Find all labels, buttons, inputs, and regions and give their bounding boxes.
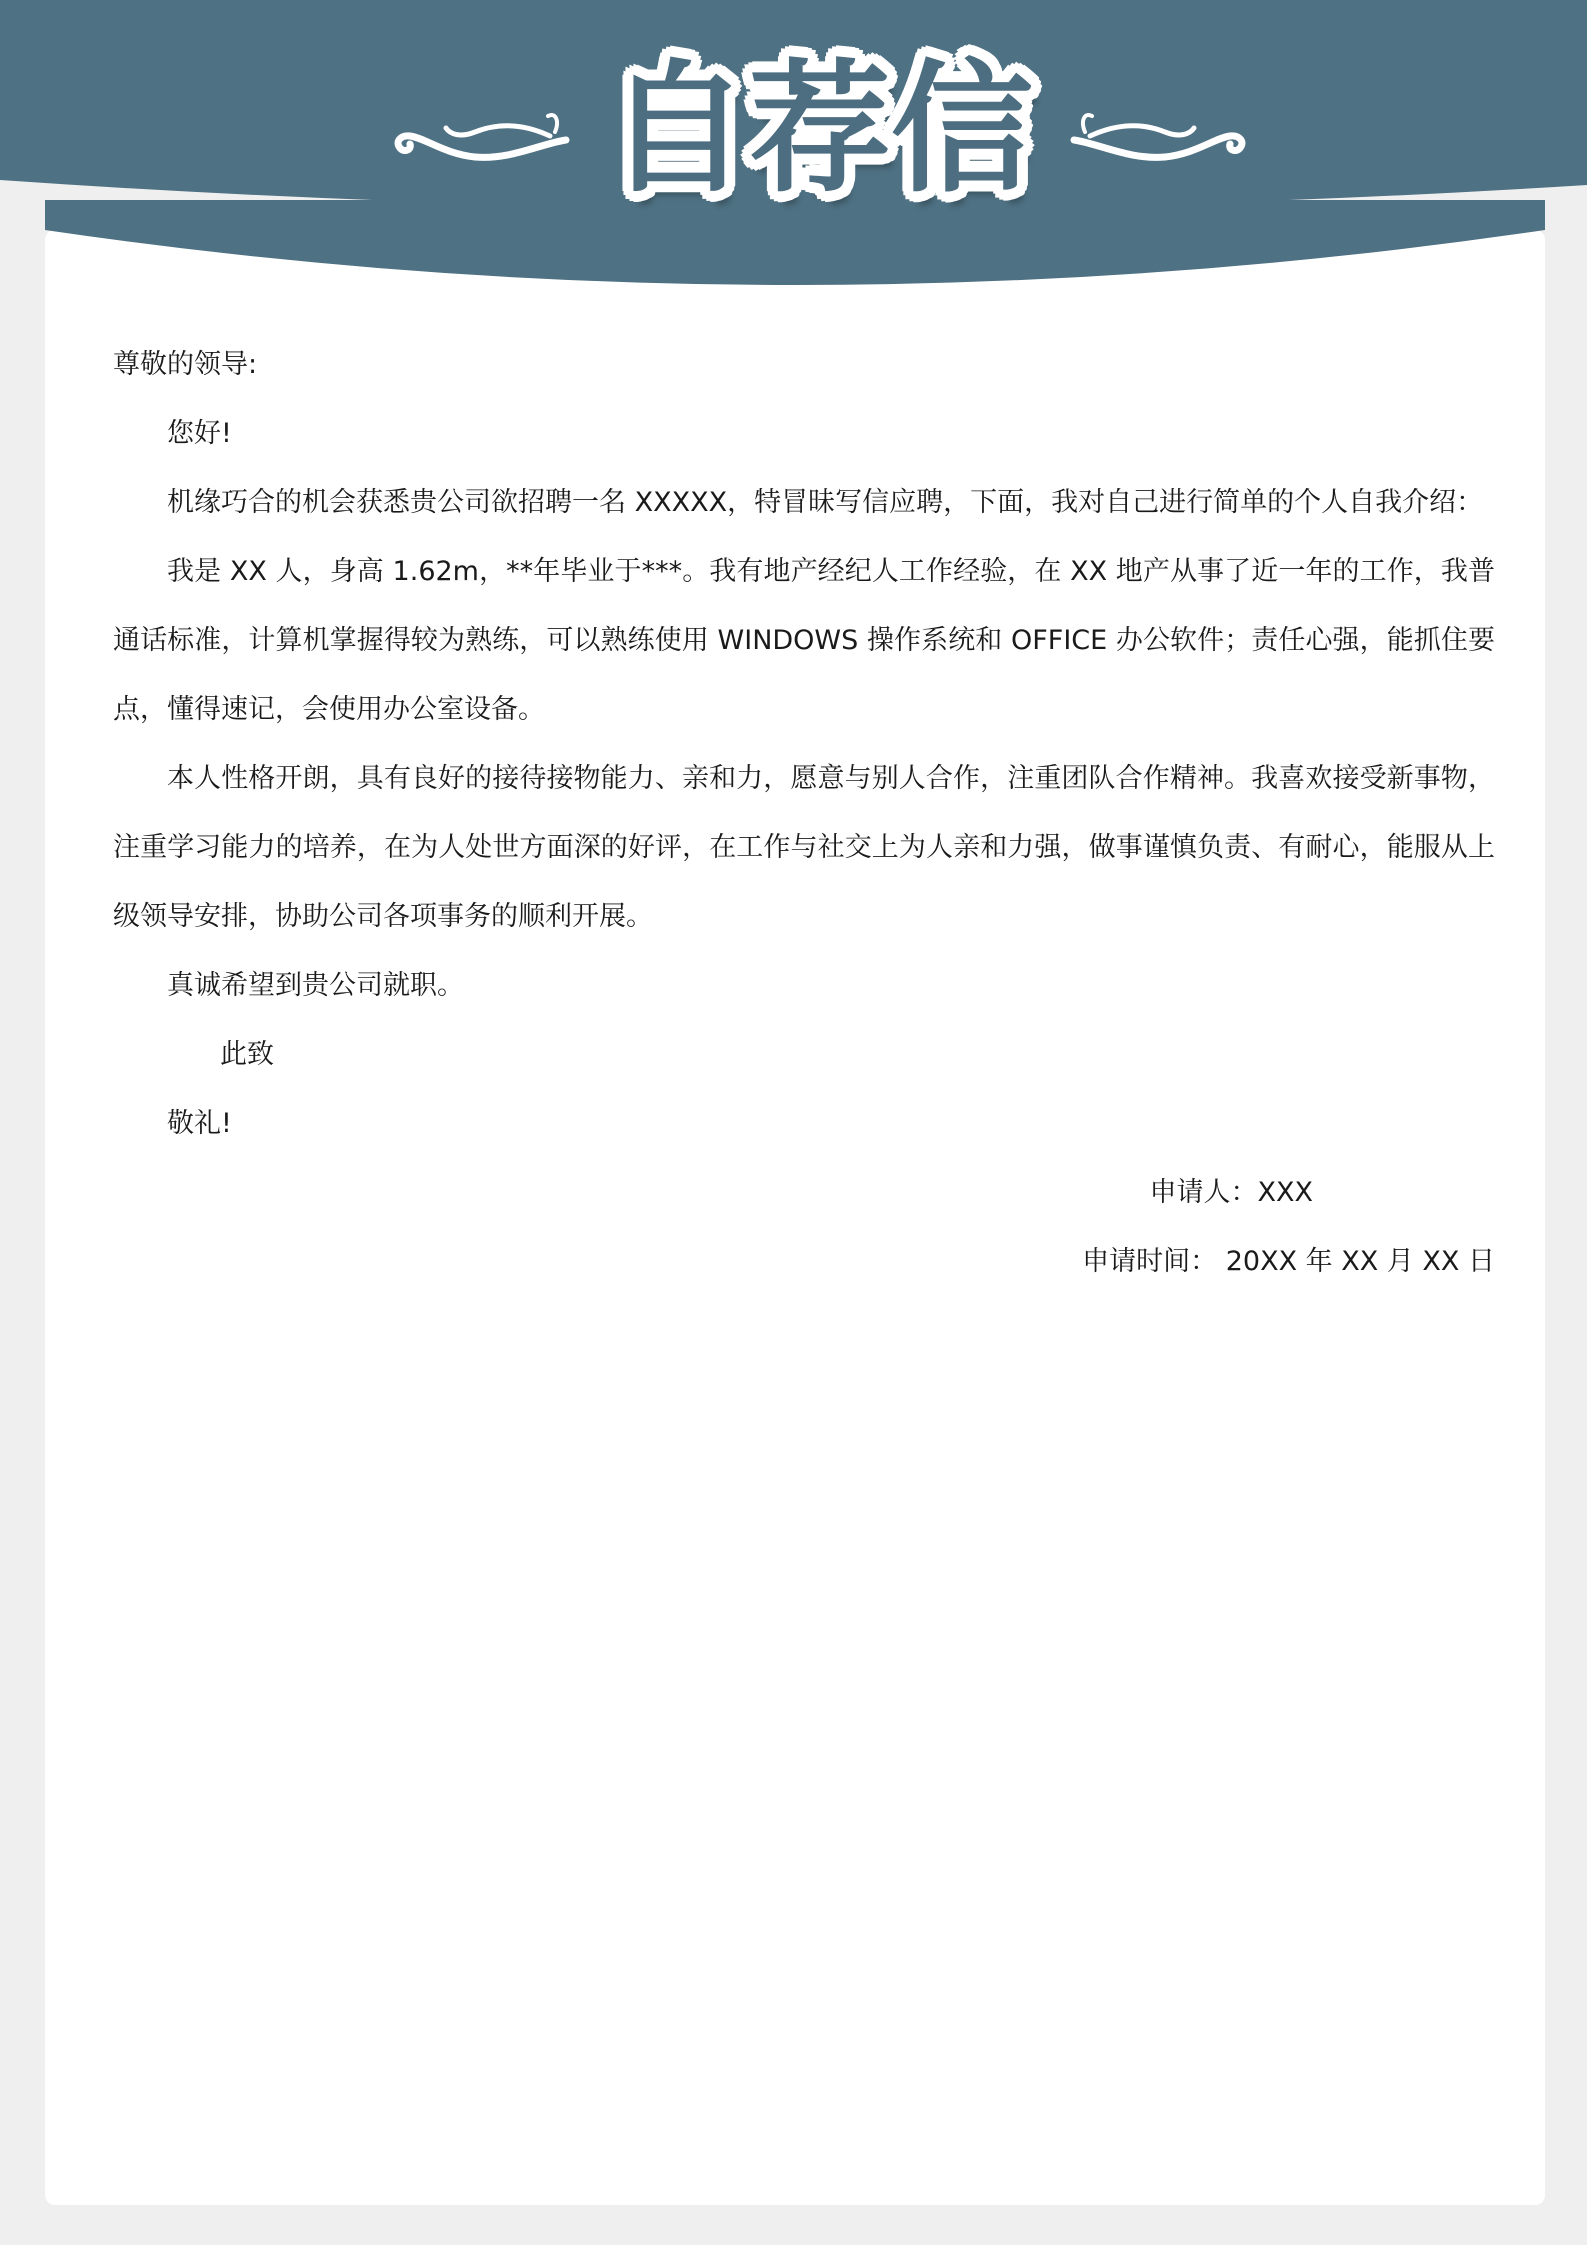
applicant-name: 申请人：XXX bbox=[1149, 1177, 1313, 1208]
right-swirl-ornament-icon bbox=[1070, 102, 1250, 172]
paragraph-hope: 真诚希望到贵公司就职。 bbox=[167, 970, 464, 1001]
left-swirl-ornament-icon bbox=[390, 102, 570, 172]
paragraph-background: 我是 XX 人，身高 1.62m，**年毕业于***。我有地产经纪人工作经验，在 XX 地产从事了近一年的工作，我普通话标准，计算机掌握得较为熟练，可以熟练使用 WINDOWS 操作系统和 OFFICE 办公软件；责任心强，能抓住要点，懂得速记，会使用办公室设备。 bbox=[113, 556, 1495, 725]
letter-body bbox=[113, 330, 1495, 1296]
title-ornament bbox=[390, 40, 1250, 220]
paragraph-intro: 机缘巧合的机会获悉贵公司欲招聘一名 XXXXX，特冒昧写信应聘，下面，我对自己进行简单的个人自我介绍： bbox=[167, 487, 1484, 518]
page-title: 自荐信 bbox=[607, 47, 1033, 212]
application-date: 申请时间： 20XX 年 XX 月 XX 日 bbox=[1082, 1246, 1495, 1277]
greeting: 您好! bbox=[167, 418, 232, 449]
closing-jingli: 敬礼! bbox=[167, 1108, 232, 1139]
salutation: 尊敬的领导: bbox=[113, 349, 258, 380]
paragraph-personality: 本人性格开朗，具有良好的接待接物能力、亲和力，愿意与别人合作，注重团队合作精神。我喜欢接受新事物，注重学习能力的培养，在为人处世方面深的好评，在工作与社交上为人亲和力强，做事谨慎负责、有耐心，能服从上级领导安排，协助公司各项事务的顺利开展。 bbox=[113, 763, 1495, 932]
closing-cizhi: 此致 bbox=[220, 1039, 274, 1070]
